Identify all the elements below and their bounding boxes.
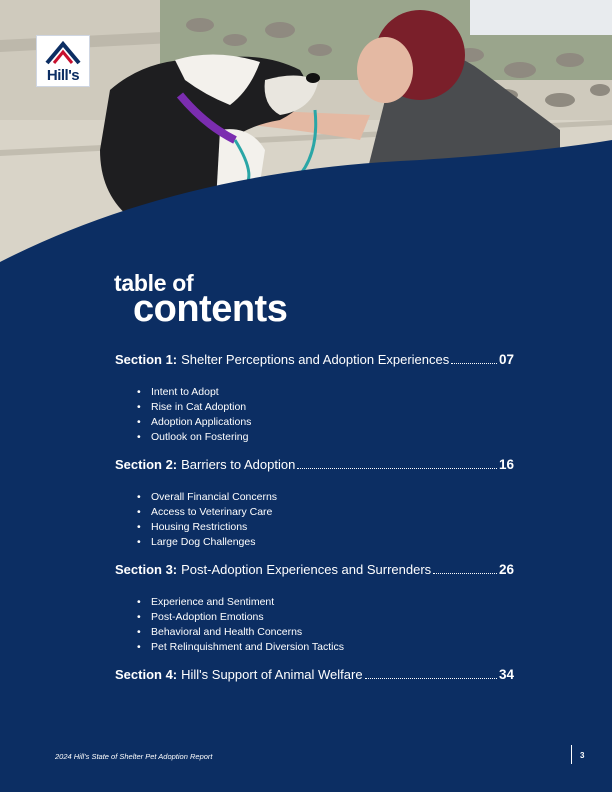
footer-report-title: 2024 Hill's State of Shelter Pet Adoption Report bbox=[55, 752, 213, 761]
list-item: • Access to Veterinary Care bbox=[137, 505, 277, 520]
toc-section-4[interactable] bbox=[115, 667, 514, 682]
section-number: Section 4: bbox=[115, 667, 178, 682]
footer-divider bbox=[571, 745, 572, 764]
leader-dots bbox=[433, 573, 497, 574]
section-page: 07 bbox=[498, 352, 514, 367]
footer-page-number: 3 bbox=[580, 751, 585, 760]
section-title: Post-Adoption Experiences and Surrenders bbox=[181, 562, 432, 577]
list-item: • Experience and Sentiment bbox=[137, 595, 344, 610]
list-item: • Adoption Applications bbox=[137, 415, 251, 430]
header-photo bbox=[0, 0, 612, 300]
list-item: • Pet Relinquishment and Diversion Tactics bbox=[137, 640, 344, 655]
leader-dots bbox=[297, 468, 497, 469]
hills-logo bbox=[36, 35, 90, 87]
toc-section-2[interactable] bbox=[115, 457, 514, 472]
list-item: • Rise in Cat Adoption bbox=[137, 400, 251, 415]
list-item: • Intent to Adopt bbox=[137, 385, 251, 400]
section-1-topics bbox=[137, 385, 251, 445]
section-number: Section 1: bbox=[115, 352, 178, 367]
list-item: • Behavioral and Health Concerns bbox=[137, 625, 344, 640]
list-item: • Housing Restrictions bbox=[137, 520, 277, 535]
section-2-topics bbox=[137, 490, 277, 550]
toc-heading-line1: table of bbox=[114, 270, 194, 296]
list-item: • Outlook on Fostering bbox=[137, 430, 251, 445]
list-item: • Large Dog Challenges bbox=[137, 535, 277, 550]
section-title: Shelter Perceptions and Adoption Experiences bbox=[181, 352, 450, 367]
leader-dots bbox=[365, 678, 497, 679]
toc-heading-line2: contents bbox=[133, 288, 288, 330]
toc-section-3[interactable] bbox=[115, 562, 514, 577]
section-number: Section 2: bbox=[115, 457, 178, 472]
section-page: 26 bbox=[498, 562, 514, 577]
toc-section-1[interactable] bbox=[115, 352, 514, 367]
section-page: 34 bbox=[498, 667, 514, 682]
list-item: • Post-Adoption Emotions bbox=[137, 610, 344, 625]
logo-wordmark: Hill's bbox=[46, 67, 80, 84]
leader-dots bbox=[451, 363, 497, 364]
section-number: Section 3: bbox=[115, 562, 178, 577]
section-3-topics bbox=[137, 595, 344, 655]
section-page: 16 bbox=[498, 457, 514, 472]
list-item: • Overall Financial Concerns bbox=[137, 490, 277, 505]
section-title: Barriers to Adoption bbox=[181, 457, 296, 472]
section-title: Hill's Support of Animal Welfare bbox=[181, 667, 363, 682]
